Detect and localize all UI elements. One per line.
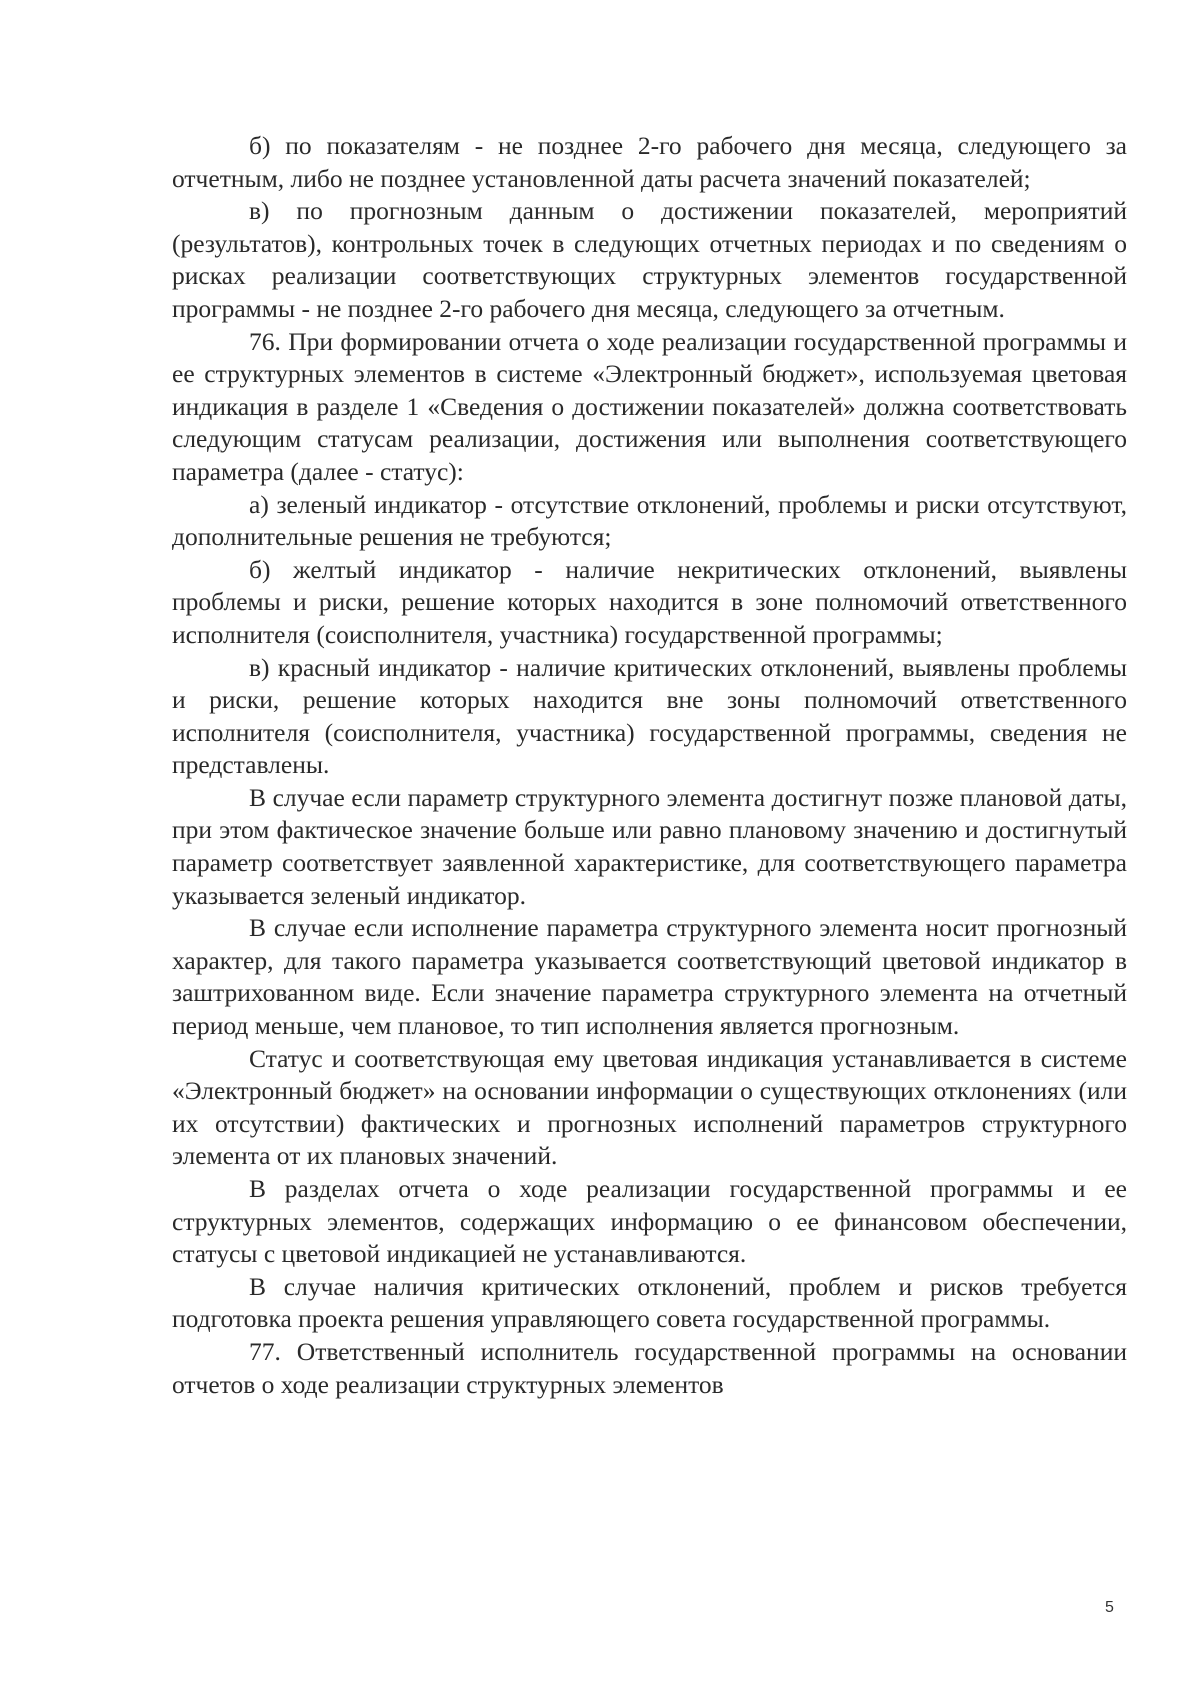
paragraph-status-setting: Статус и соответствующая ему цветовая индикация устанавливается в системе «Электронный бюджет» на основании информации о существующих отклонениях (или их отсутствии) фактических и прогнозных исполнений параметров структурного элемента от их плановых значений. [172, 1043, 1127, 1171]
paragraph-late-achievement: В случае если параметр структурного элемента достигнут позже плановой даты, при этом фактическое значение больше или равно плановому значению и достигнутый параметр соответствует заявленной характеристике, для соответствующего параметра указывается зеленый индикатор. [172, 782, 1127, 910]
paragraph-76-color-indication: 76. При формировании отчета о ходе реализации государственной программы и ее структурных элементов в системе «Электронный бюджет», используемая цветовая индикация в разделе 1 «Сведения о достижении показателей» должна соответствовать следующим статусам реализации, достижения или выполнения соответствующего параметра (далее - статус): [172, 326, 1127, 486]
paragraph-forecast-execution: В случае если исполнение параметра структурного элемента носит прогнозный характер, для такого параметра указывается соответствующий цветовой индикатор в заштрихованном виде. Если значение параметра структурного элемента на отчетный период меньше, чем плановое, то тип исполнения является прогнозным. [172, 913, 1127, 1041]
paragraph-red-indicator: в) красный индикатор - наличие критических отклонений, выявлены проблемы и риски, решение которых находится вне зоны полномочий ответственного исполнителя (соисполнителя, участника) государственной программы, сведения не представлены. [172, 652, 1127, 780]
paragraph-reporting-indicators: б) по показателям - не позднее 2-го рабочего дня месяца, следующего за отчетным, либо не позднее установленной даты расчета значений показателей; [172, 131, 1127, 193]
paragraph-critical-deviations: В случае наличия критических отклонений, проблем и рисков требуется подготовка проекта решения управляющего совета государственной программы. [172, 1271, 1127, 1334]
document-body [172, 130, 1127, 1401]
paragraph-yellow-indicator: б) желтый индикатор - наличие некритических отклонений, выявлены проблемы и риски, решение которых находится в зоне полномочий ответственного исполнителя (соисполнителя, участника) государственной программы; [172, 554, 1127, 649]
paragraph-77-responsible-executor: 77. Ответственный исполнитель государственной программы на основании отчетов о ходе реализации структурных элементов [172, 1336, 1127, 1399]
page-number: 5 [1105, 1599, 1114, 1616]
paragraph-reporting-forecast: в) по прогнозным данным о достижении показателей, мероприятий (результатов), контрольных точек в следующих отчетных периодах и по сведениям о рисках реализации соответствующих структурных элементов государственной программы - не позднее 2-го рабочего дня месяца, следующего за отчетным. [172, 196, 1127, 323]
paragraph-green-indicator: а) зеленый индикатор - отсутствие отклонений, проблемы и риски отсутствуют, дополнительные решения не требуются; [172, 489, 1127, 552]
paragraph-financial-sections: В разделах отчета о ходе реализации государственной программы и ее структурных элементов, содержащих информацию о ее финансовом обеспечении, статусы с цветовой индикацией не устанавливаются. [172, 1174, 1127, 1269]
